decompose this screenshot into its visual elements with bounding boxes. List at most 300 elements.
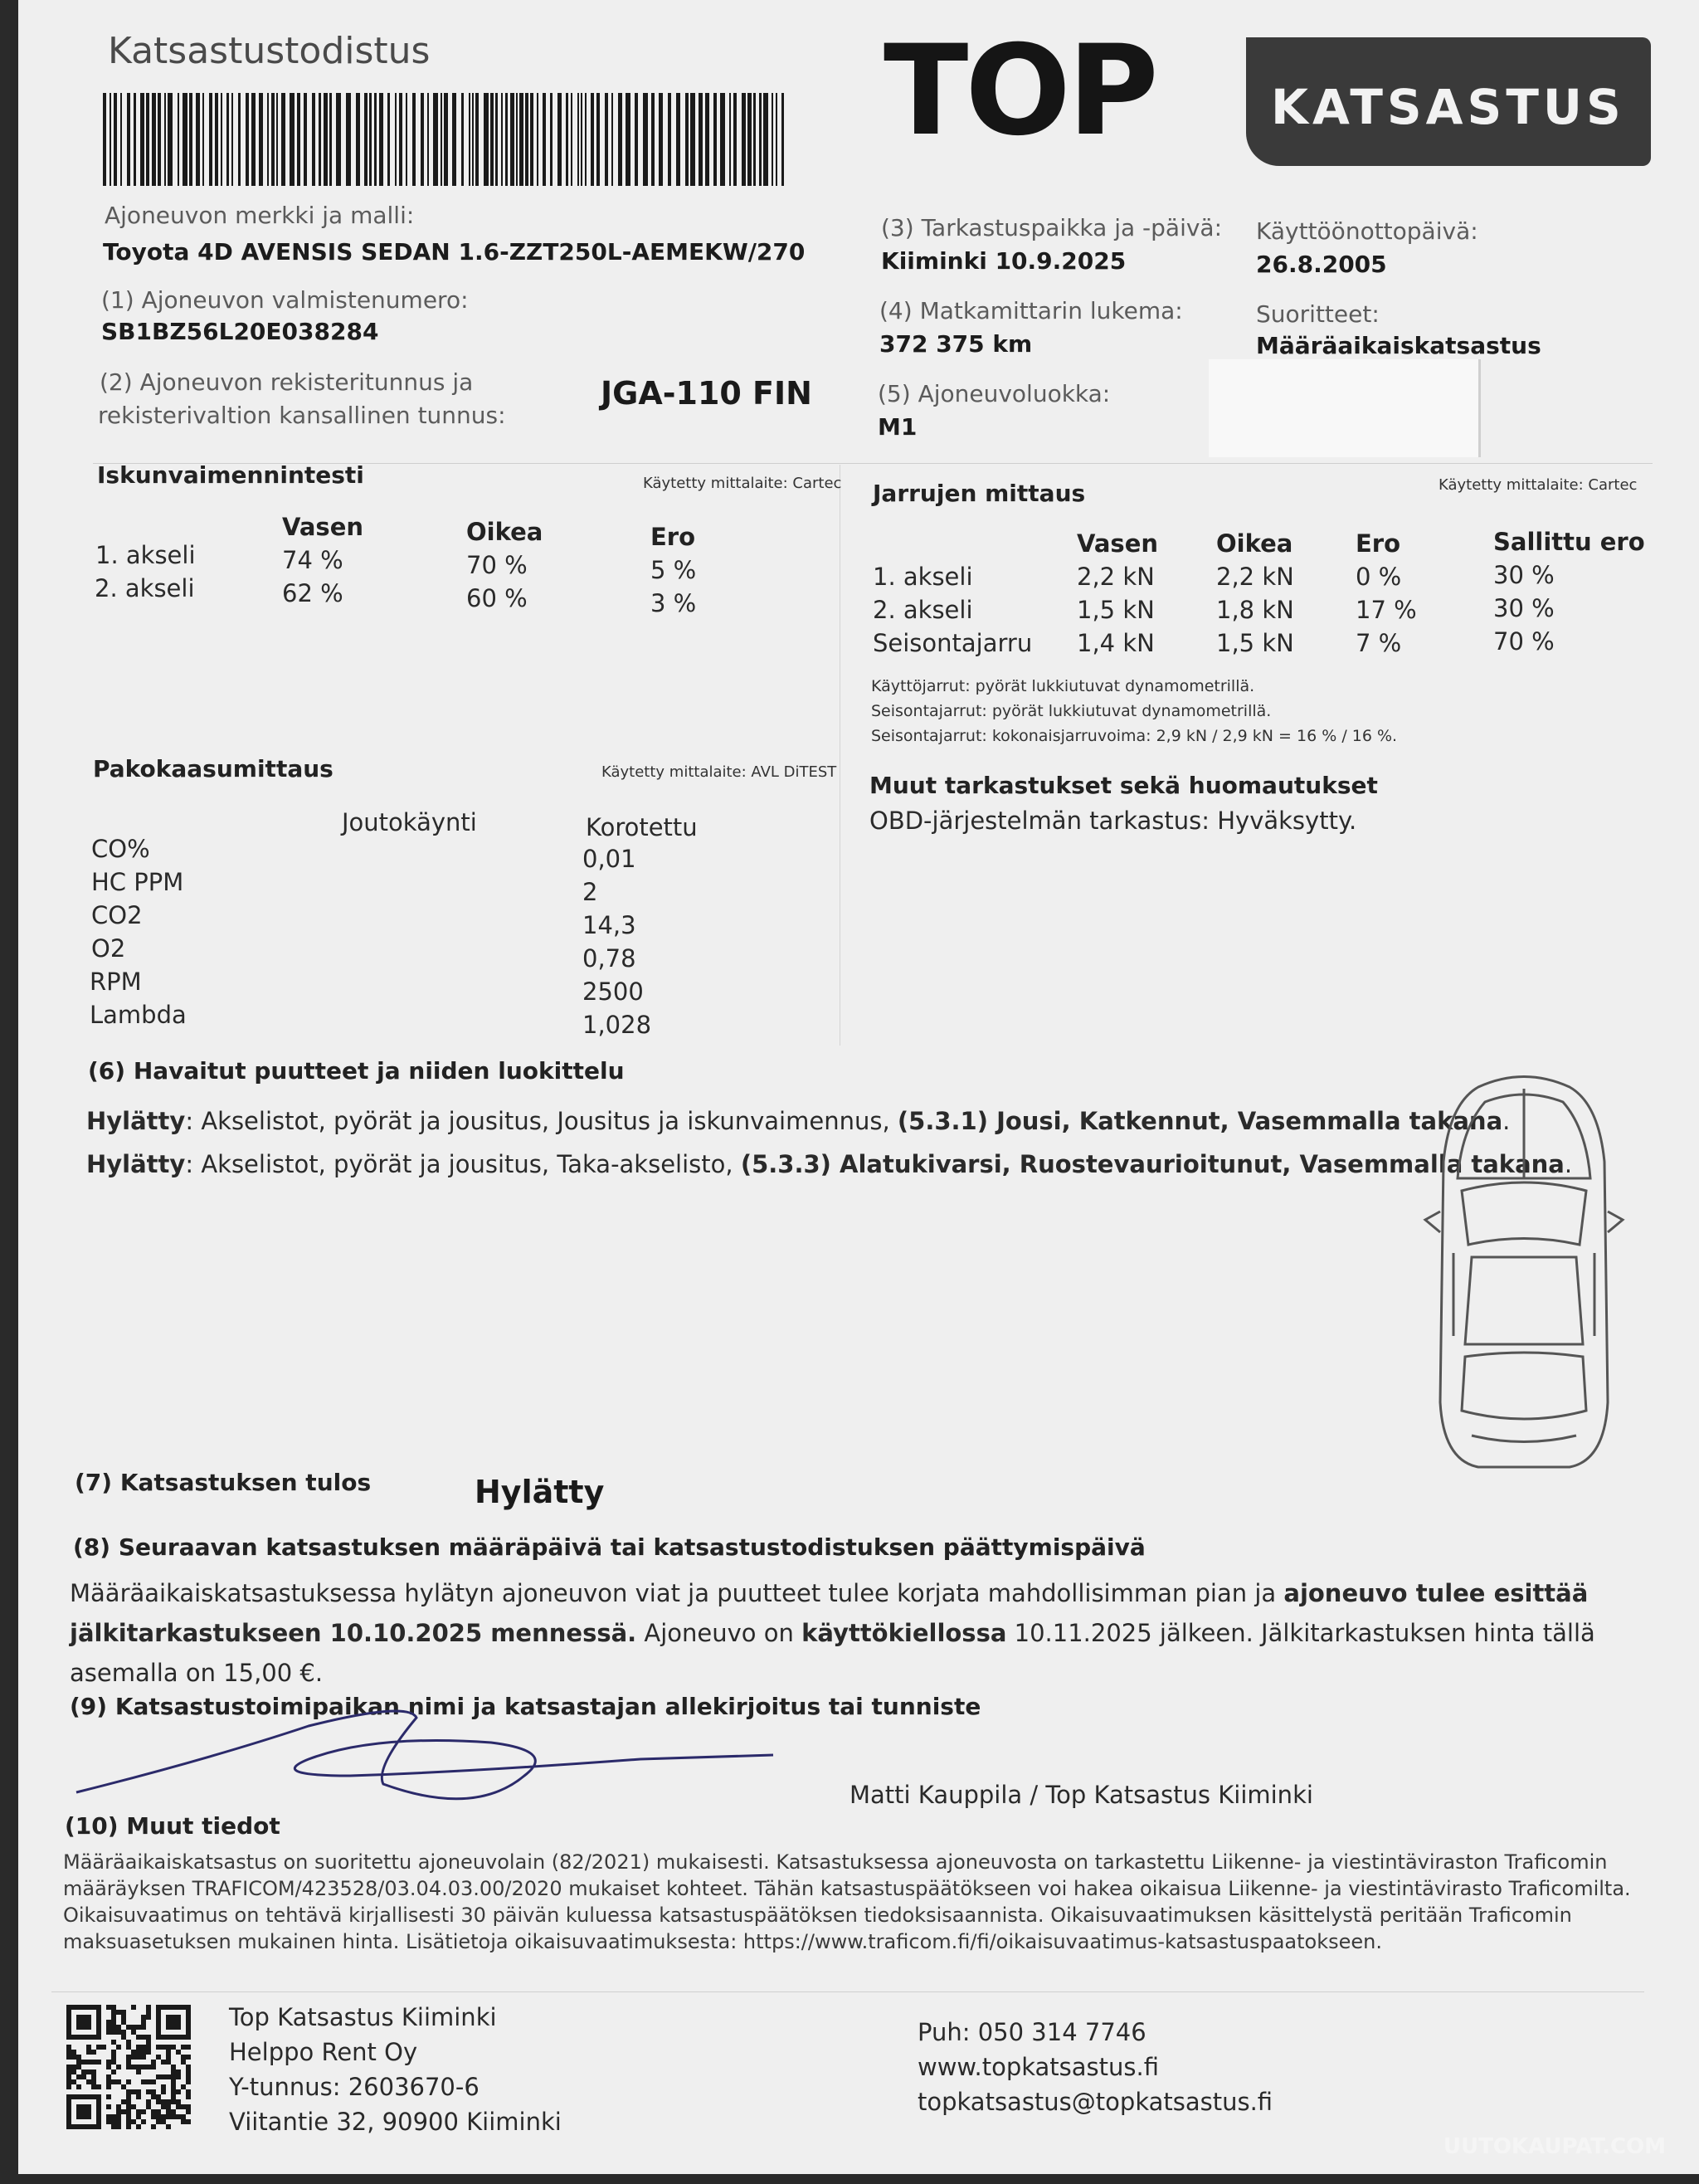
barcode-bar <box>134 93 136 186</box>
barcode-bar <box>336 93 341 186</box>
qr-module <box>126 2119 131 2124</box>
barcode-bar <box>651 93 655 186</box>
qr-module <box>146 2040 151 2045</box>
qr-module <box>186 2079 191 2084</box>
barcode-bar <box>510 93 514 186</box>
qr-module <box>101 2045 106 2050</box>
barcode-bar <box>635 93 638 186</box>
other-info-title: (10) Muut tiedot <box>65 1812 280 1840</box>
qr-code <box>66 2005 191 2129</box>
barcode-bar <box>525 93 528 186</box>
barcode-bar <box>519 93 523 186</box>
barcode-bar <box>152 93 156 186</box>
qr-module <box>86 2060 91 2065</box>
shock-row-diff: 5 % <box>650 556 697 584</box>
qr-module <box>126 2104 131 2109</box>
qr-module <box>166 2114 171 2119</box>
qr-module <box>111 2020 116 2025</box>
barcode-bar <box>733 93 737 186</box>
barcode-bar <box>505 93 508 186</box>
barcode-bar <box>114 93 117 186</box>
qr-module <box>156 2114 161 2119</box>
barcode-bar <box>685 93 689 186</box>
brake-header-right: Oikea <box>1216 529 1293 558</box>
legal-text: Määräaikaiskatsastus on suoritettu ajoneuvolain (82/2021) mukaisesti. Katsastuksessa ajoneuvosta on tarkastettu Liikenne- ja viestintäviraston Traficomin määräyksen TRAFICOM/423528/03.04.03.00/2020 mukaiset kohteet. Tähän katsastuspäätökseen voi hakea oikaisua Liikenne- ja viestintävirasto Traficomilta. Oikaisuvaatimus on tehtävä kirjallisesti 30 päivän kuluessa katsastuspäätöksen tiedoksisaannista. Oikaisuvaatimuksen käsittelystä peritään Traficomin maksuasetuksen mukainen hinta. Lisätietoja oikaisuvaatimuksesta: https://www.traficom.fi/fi/oikaisuvaatimus-katsastuspaatokseen. <box>63 1850 1631 1953</box>
footer-ytunnus: Y-tunnus: 2603670-6 <box>229 2073 480 2101</box>
barcode-bar <box>259 93 263 186</box>
footer-email[interactable]: topkatsastus@topkatsastus.fi <box>918 2088 1273 2116</box>
qr-module <box>141 2035 146 2040</box>
qr-module <box>176 2069 181 2074</box>
brake-note: Seisontajarrut: kokonaisjarruvoima: 2,9 kN / 2,9 kN = 16 % / 16 %. <box>871 727 1398 745</box>
qr-module <box>166 2050 171 2055</box>
barcode-bar <box>290 93 295 186</box>
handwritten-signature <box>60 1693 806 1809</box>
barcode-bar <box>729 93 731 186</box>
qr-module <box>111 2124 116 2129</box>
barcode-bar <box>550 93 553 186</box>
qr-module <box>111 2114 116 2119</box>
qr-module <box>66 2005 71 2040</box>
qr-module <box>131 2025 136 2030</box>
barcode-bar <box>626 93 630 186</box>
qr-module <box>131 2065 136 2069</box>
brake-row-right: 2,2 kN <box>1216 563 1294 591</box>
footer-company: Top Katsastus Kiiminki <box>229 2003 497 2031</box>
qr-module <box>86 2045 91 2050</box>
barcode-bar <box>763 93 768 186</box>
qr-module <box>111 2025 116 2030</box>
shock-header-left: Vasen <box>282 513 364 541</box>
qr-module <box>66 2094 101 2099</box>
barcode-bar <box>566 93 568 186</box>
barcode-bar <box>543 93 546 186</box>
qr-module <box>131 2089 136 2094</box>
qr-module <box>171 2084 176 2089</box>
barcode-bar <box>776 93 777 186</box>
brake-row-label: 2. akseli <box>873 596 973 624</box>
barcode-bar <box>406 93 407 186</box>
qr-module <box>171 2074 176 2079</box>
qr-module <box>156 2109 161 2114</box>
qr-module <box>166 2104 171 2109</box>
qr-module <box>131 2050 136 2055</box>
other-checks-title: Muut tarkastukset sekä huomautukset <box>869 772 1378 799</box>
qr-module <box>181 2045 186 2050</box>
barcode-bar <box>238 93 241 186</box>
qr-module <box>141 2025 146 2030</box>
defect-code: (5.3.1) Jousi, Katkennut, Vasemmalla takana <box>897 1107 1503 1135</box>
barcode-bar <box>369 93 372 186</box>
class-value: M1 <box>878 413 918 441</box>
qr-module <box>151 2079 156 2084</box>
barcode-bar <box>421 93 424 186</box>
qr-module <box>106 2119 111 2124</box>
barcode-bar <box>720 93 725 186</box>
qr-module <box>111 2005 116 2010</box>
exhaust-row-label: CO2 <box>91 901 143 929</box>
barcode-bar <box>618 93 622 186</box>
qr-module <box>146 2065 151 2069</box>
qr-module <box>181 2060 186 2065</box>
defect-code: (5.3.3) Alatukivarsi, Ruostevaurioitunut, Vasemmalla takana <box>740 1150 1565 1178</box>
shock-test-title: Iskunvaimennintesti <box>97 461 364 489</box>
qr-module <box>161 2099 166 2104</box>
barcode-bar <box>484 93 489 186</box>
barcode-bar <box>379 93 383 186</box>
barcode-bar <box>164 93 166 186</box>
qr-module <box>116 2045 121 2050</box>
qr-module <box>96 2084 101 2089</box>
next-inspection-title: (8) Seuraavan katsastuksen määräpäivä tai katsastustodistuksen päättymispäivä <box>73 1533 1146 1561</box>
qr-module <box>146 2010 151 2015</box>
qr-module <box>146 2050 151 2055</box>
qr-module <box>126 2124 131 2129</box>
barcode-bar <box>319 93 321 186</box>
barcode-bar <box>501 93 503 186</box>
qr-module <box>111 2055 116 2060</box>
qr-module <box>136 2124 141 2129</box>
qr-module <box>146 2015 151 2020</box>
footer-owner: Helppo Rent Oy <box>229 2038 418 2066</box>
first-use-value: 26.8.2005 <box>1256 251 1387 278</box>
qr-module <box>136 2065 141 2069</box>
qr-module <box>126 2114 131 2119</box>
qr-module <box>186 2109 191 2114</box>
barcode-bar <box>781 93 784 186</box>
qr-module <box>146 2035 151 2040</box>
qr-module <box>161 2060 166 2065</box>
exhaust-row-value: 0,78 <box>582 944 636 973</box>
odometer-value: 372 375 km <box>879 330 1033 358</box>
qr-module <box>171 2089 176 2094</box>
barcode-bar <box>444 93 448 186</box>
class-label: (5) Ajoneuvoluokka: <box>878 380 1111 407</box>
barcode-bar <box>276 93 278 186</box>
barcode-bar <box>364 93 368 186</box>
qr-module <box>136 2089 141 2094</box>
next-inspection-p1-bold: ajoneuvo tulee esittää jälkitarkastukseen 10.10.2025 mennessä. <box>70 1579 1589 1647</box>
barcode-bar <box>312 93 315 186</box>
redacted-box <box>1209 359 1481 457</box>
qr-module <box>111 2010 116 2015</box>
qr-module <box>96 2045 101 2050</box>
shock-row-label: 1. akseli <box>95 541 196 569</box>
barcode-bar <box>668 93 671 186</box>
barcode <box>103 93 795 186</box>
barcode-bar <box>596 93 600 186</box>
barcode-bar <box>772 93 773 186</box>
exhaust-row-value: 1,028 <box>582 1011 652 1039</box>
brake-row-allowed: 30 % <box>1493 561 1555 589</box>
qr-module <box>131 2104 136 2109</box>
qr-module <box>76 2060 81 2065</box>
shock-row-left: 74 % <box>282 546 343 574</box>
brakes-title: Jarrujen mittaus <box>873 480 1086 507</box>
qr-module <box>171 2045 176 2050</box>
qr-module <box>141 2079 146 2084</box>
qr-module <box>146 2104 151 2109</box>
qr-module <box>126 2065 131 2069</box>
qr-module <box>166 2109 171 2114</box>
shock-test-device: Käytetty mittalaite: Cartec <box>643 475 842 492</box>
qr-module <box>171 2114 176 2119</box>
qr-module <box>181 2114 186 2119</box>
footer-address: Viitantie 32, 90900 Kiiminki <box>229 2108 562 2136</box>
qr-module <box>141 2015 146 2020</box>
exhaust-row-label: HC PPM <box>91 868 184 896</box>
qr-module <box>106 2084 111 2089</box>
barcode-bar <box>251 93 256 186</box>
qr-module <box>171 2099 176 2104</box>
shock-row-right: 60 % <box>466 584 528 612</box>
qr-module <box>186 2045 191 2050</box>
barcode-bar <box>127 93 130 186</box>
barcode-bar <box>271 93 275 186</box>
services-value: Määräaikaiskatsastus <box>1256 332 1541 359</box>
qr-module <box>121 2020 126 2025</box>
brake-header-allowed: Sallittu ero <box>1493 528 1645 556</box>
qr-module <box>136 2050 141 2055</box>
qr-module <box>161 2089 166 2094</box>
qr-module <box>161 2114 166 2119</box>
inspector-name: Matti Kauppila / Top Katsastus Kiiminki <box>850 1781 1313 1809</box>
brake-note: Seisontajarrut: pyörät lukkiutuvat dynamometrillä. <box>871 702 1272 720</box>
next-inspection-p2-bold: käyttökiellossa <box>801 1619 1007 1647</box>
qr-module <box>171 2109 176 2114</box>
barcode-bar <box>324 93 328 186</box>
shock-row-diff: 3 % <box>650 589 697 617</box>
qr-module <box>161 2104 166 2109</box>
qr-module <box>171 2065 176 2069</box>
qr-module <box>176 2074 181 2079</box>
qr-module <box>121 2010 126 2015</box>
barcode-bar <box>399 93 402 186</box>
qr-module <box>76 2065 81 2069</box>
barcode-bar <box>605 93 608 186</box>
barcode-bar <box>178 93 179 186</box>
barcode-bar <box>246 93 249 186</box>
barcode-bar <box>676 93 680 186</box>
footer-web[interactable]: www.topkatsastus.fi <box>918 2053 1159 2081</box>
brake-note: Käyttöjarrut: pyörät lukkiutuvat dynamometrillä. <box>871 677 1255 695</box>
barcode-bar <box>742 93 746 186</box>
qr-module <box>181 2104 186 2109</box>
barcode-bar <box>452 93 456 186</box>
qr-module <box>71 2065 76 2069</box>
qr-module <box>136 2109 141 2114</box>
brake-row-allowed: 70 % <box>1493 627 1555 656</box>
qr-module <box>146 2089 151 2094</box>
exhaust-row-label: Lambda <box>90 1001 187 1029</box>
barcode-bar <box>611 93 613 186</box>
barcode-bar <box>202 93 204 186</box>
shock-row-left: 62 % <box>282 579 343 607</box>
qr-module <box>116 2025 121 2030</box>
qr-module <box>126 2055 131 2060</box>
exhaust-col-raised: Korotettu <box>586 813 698 841</box>
qr-module <box>106 2005 111 2010</box>
place-label: (3) Tarkastuspaikka ja -päivä: <box>881 214 1223 241</box>
qr-module <box>116 2119 121 2124</box>
defect-status: Hylätty <box>86 1107 186 1135</box>
barcode-bar <box>469 93 470 186</box>
qr-module <box>111 2050 116 2055</box>
barcode-bar <box>441 93 442 186</box>
reg-label-2: rekisterivaltion kansallinen tunnus: <box>98 402 506 429</box>
qr-module <box>156 2005 191 2010</box>
brake-row-right: 1,5 kN <box>1216 629 1294 657</box>
car-diagram <box>1420 1070 1628 1477</box>
qr-module <box>106 2094 111 2099</box>
qr-module <box>146 2045 151 2050</box>
exhaust-row-value: 2 <box>582 878 598 906</box>
barcode-bar <box>753 93 756 186</box>
barcode-bar <box>103 93 106 186</box>
brake-row-diff: 7 % <box>1356 629 1402 657</box>
qr-module <box>106 2114 111 2119</box>
place-value: Kiiminki 10.9.2025 <box>881 247 1127 275</box>
brakes-device: Käytetty mittalaite: Cartec <box>1439 476 1638 494</box>
barcode-bar <box>281 93 285 186</box>
exhaust-row-label: RPM <box>90 968 142 996</box>
barcode-bar <box>747 93 752 186</box>
qr-module <box>171 2079 176 2084</box>
qr-module <box>166 2124 171 2129</box>
qr-module <box>126 2094 131 2099</box>
qr-module <box>111 2119 116 2124</box>
defect-end: . <box>1502 1107 1511 1135</box>
qr-module <box>116 2010 121 2015</box>
barcode-bar <box>581 93 582 186</box>
defect-item <box>86 1107 1510 1135</box>
qr-module <box>71 2050 76 2055</box>
qr-module <box>96 2094 101 2129</box>
next-inspection-p1: Määräaikaiskatsastuksessa hylätyn ajoneuvon viat ja puutteet tulee korjata mahdollisimman pian ja <box>70 1579 1284 1607</box>
barcode-bar <box>231 93 233 186</box>
logo-katsastus-text: KATSASTUS <box>1271 79 1625 135</box>
barcode-bar <box>490 93 494 186</box>
result-label: (7) Katsastuksen tulos <box>75 1469 372 1496</box>
barcode-bar <box>475 93 479 186</box>
qr-module <box>186 2094 191 2099</box>
vin-label: (1) Ajoneuvon valmistenumero: <box>101 286 469 314</box>
signature-title: (9) Katsastustoimipaikan nimi ja katsastajan allekirjoitus tai tunniste <box>70 1693 981 1720</box>
brake-row-diff: 17 % <box>1356 596 1417 624</box>
barcode-bar <box>168 93 173 186</box>
brake-header-left: Vasen <box>1077 529 1159 558</box>
barcode-bar <box>472 93 474 186</box>
barcode-bar <box>659 93 663 186</box>
reg-label-1: (2) Ajoneuvon rekisteritunnus ja <box>100 368 474 396</box>
qr-module <box>66 2005 101 2010</box>
qr-module <box>176 2050 181 2055</box>
shock-row-right: 70 % <box>466 551 528 579</box>
qr-module <box>126 2099 131 2104</box>
services-label: Suoritteet: <box>1256 300 1380 328</box>
brake-row-label: 1. akseli <box>873 563 973 591</box>
barcode-bar <box>226 93 229 186</box>
qr-module <box>66 2065 71 2069</box>
barcode-bar <box>713 93 717 186</box>
qr-module <box>96 2060 101 2065</box>
qr-module <box>116 2114 121 2119</box>
qr-module <box>186 2089 191 2094</box>
qr-module <box>76 2104 91 2119</box>
qr-module <box>176 2114 181 2119</box>
exhaust-row-value: 2500 <box>582 977 644 1006</box>
qr-module <box>151 2060 156 2065</box>
qr-module <box>76 2055 81 2060</box>
qr-module <box>166 2074 171 2079</box>
qr-module <box>121 2035 126 2040</box>
brake-row-right: 1,8 kN <box>1216 596 1294 624</box>
brake-row-left: 2,2 kN <box>1077 563 1155 591</box>
defects-title: (6) Havaitut puutteet ja niiden luokittelu <box>88 1057 625 1085</box>
shock-header-diff: Ero <box>650 523 696 551</box>
qr-module <box>116 2109 121 2114</box>
qr-module <box>136 2055 141 2060</box>
qr-module <box>126 2109 131 2114</box>
qr-module <box>126 2089 131 2094</box>
qr-module <box>166 2060 171 2065</box>
qr-module <box>171 2069 176 2074</box>
barcode-bar <box>356 93 360 186</box>
shock-header-right: Oikea <box>466 518 543 546</box>
qr-module <box>106 2074 111 2079</box>
inspection-certificate <box>18 0 1699 2174</box>
barcode-bar <box>140 93 144 186</box>
qr-module <box>66 2124 101 2129</box>
logo-top-text: TOP <box>884 19 1156 163</box>
qr-module <box>71 2069 76 2074</box>
qr-module <box>136 2045 141 2050</box>
qr-module <box>161 2045 166 2050</box>
exhaust-row-value: 14,3 <box>582 911 636 939</box>
qr-module <box>116 2079 121 2084</box>
qr-module <box>136 2094 141 2099</box>
qr-module <box>141 2119 146 2124</box>
qr-module <box>106 2104 111 2109</box>
result-value: Hylätty <box>475 1474 605 1510</box>
qr-module <box>186 2119 191 2124</box>
qr-module <box>71 2055 76 2060</box>
qr-module <box>146 2005 151 2010</box>
barcode-bar <box>690 93 695 186</box>
odometer-label: (4) Matkamittarin lukema: <box>879 297 1183 324</box>
qr-module <box>161 2074 166 2079</box>
qr-module <box>146 2079 151 2084</box>
qr-module <box>66 2069 71 2074</box>
qr-module <box>156 2099 161 2104</box>
qr-module <box>116 2104 121 2109</box>
qr-module <box>66 2045 71 2050</box>
qr-module <box>181 2119 186 2124</box>
barcode-bar <box>189 93 192 186</box>
qr-module <box>121 2109 126 2114</box>
barcode-bar <box>585 93 587 186</box>
shock-row-label: 2. akseli <box>95 574 195 602</box>
defect-item <box>86 1150 1572 1178</box>
barcode-bar <box>591 93 594 186</box>
exhaust-device: Käytetty mittalaite: AVL DiTEST <box>601 763 837 781</box>
qr-module <box>66 2084 71 2089</box>
barcode-bar <box>304 93 307 186</box>
exhaust-row-value: 0,01 <box>582 845 636 873</box>
qr-module <box>91 2069 96 2074</box>
qr-module <box>166 2045 171 2050</box>
barcode-bar <box>120 93 122 186</box>
